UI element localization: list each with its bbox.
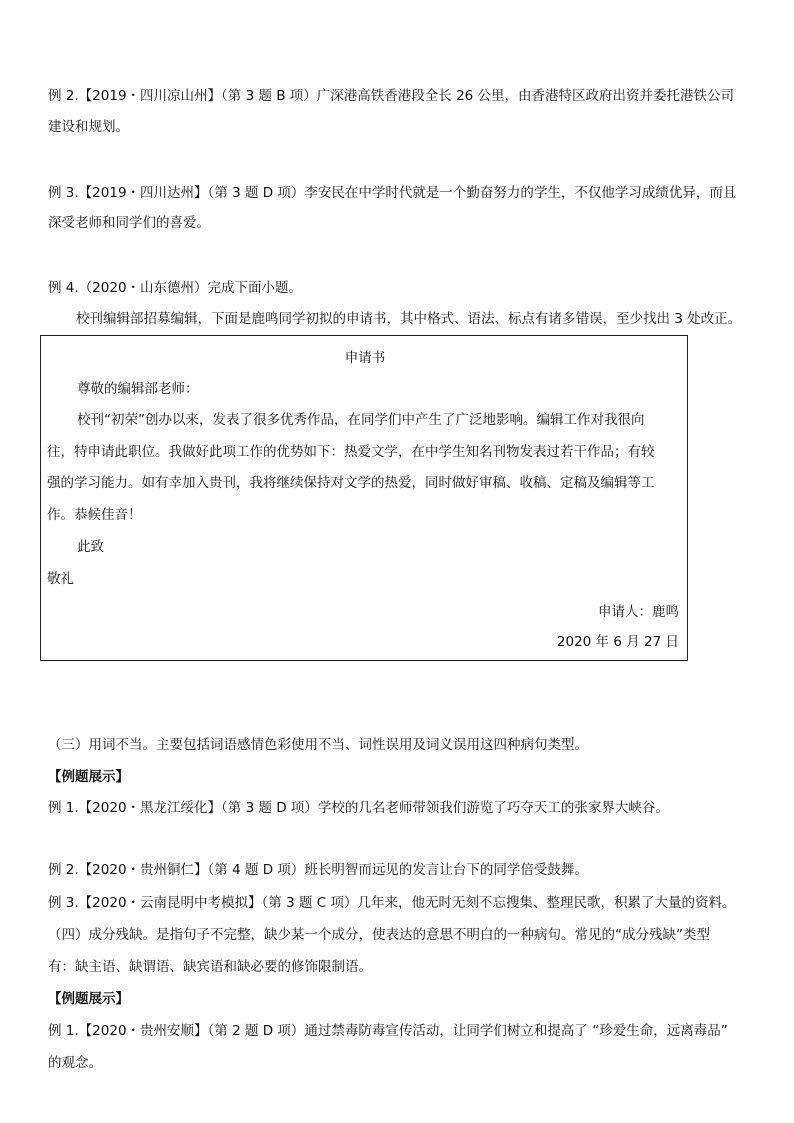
letter-body-line-4: 作。恭候佳音！ bbox=[47, 507, 142, 523]
example-4-instruction: 校刊编辑部招募编辑，下面是鹿鸣同学初拟的申请书，其中格式、语法、标点有诸多错误，至少找出 3 处改正。 bbox=[76, 311, 742, 327]
section-3-heading: （三）用词不当。主要包括词语感情色彩使用不当、词性误用及词义误用这四种病句类型。 bbox=[48, 737, 588, 753]
letter-closing-1: 此致 bbox=[77, 539, 104, 555]
section-4-heading-line-1: （四）成分残缺。是指句子不完整，缺少某一个成分，使表达的意思不明白的一种病句。常见的“成分残缺”类型 bbox=[48, 927, 710, 943]
letter-salutation: 尊敬的编辑部老师： bbox=[77, 381, 199, 397]
section-4-example-1-line-2: 的观念。 bbox=[48, 1055, 102, 1071]
example-2-line-2: 建设和规划。 bbox=[48, 119, 129, 135]
letter-body-line-3: 强的学习能力。如有幸加入贵刊，我将继续保持对文学的热爱，同时做好审稿、收稿、定稿及编辑等工 bbox=[47, 475, 655, 491]
section-4-heading-line-2: 有：缺主语、缺谓语、缺宾语和缺必要的修饰限制语。 bbox=[48, 959, 372, 975]
letter-date: 2020 年 6 月 27 日 bbox=[556, 634, 679, 650]
example-3-line-2: 深受老师和同学们的喜爱。 bbox=[48, 215, 210, 231]
section-3-example-2: 例 2.【2020・贵州铜仁】（第 4 题 D 项）班长明智而远见的发言让台下的同学倍受鼓舞。 bbox=[48, 862, 588, 878]
example-4-line-1: 例 4.（2020・山东德州）完成下面小题。 bbox=[48, 280, 303, 296]
letter-body-line-2: 往，特申请此职位。我做好此项工作的优势如下：热爱文学，在中学生知名刊物发表过若干作品；有较 bbox=[47, 444, 655, 460]
example-2-line-1: 例 2.【2019・四川凉山州】（第 3 题 B 项）广深港高铁香港段全长 26 公里，由香港特区政府出资并委托港铁公司 bbox=[48, 88, 735, 104]
letter-title: 申请书 bbox=[344, 350, 386, 366]
letter-signature: 申请人：鹿鸣 bbox=[598, 604, 679, 620]
application-letter-box bbox=[40, 335, 688, 661]
example-3-line-1: 例 3.【2019・四川达州】（第 3 题 D 项）李安民在中学时代就是一个勤奋努力的学生，不仅他学习成绩优异，而且 bbox=[48, 185, 737, 201]
section-3-example-1: 例 1.【2020・黑龙江绥化】（第 3 题 D 项）学校的几名老师带领我们游览了巧夺天工的张家界大峡谷。 bbox=[48, 800, 669, 816]
section-4-example-1-line-1: 例 1.【2020・贵州安顺】（第 2 题 D 项）通过禁毒防毒宣传活动，让同学们树立和提高了 “珍爱生命，远离毒品” bbox=[48, 1023, 728, 1039]
letter-closing-2: 敬礼 bbox=[47, 571, 74, 587]
letter-body-line-1: 校刊“初荣”创办以来，发表了很多优秀作品，在同学们中产生了广泛地影响。编辑工作对我很向 bbox=[77, 412, 645, 428]
section-3-example-label: 【例题展示】 bbox=[48, 769, 129, 785]
section-3-example-3: 例 3.【2020・云南昆明中考模拟】（第 3 题 C 项）几年来，他无时无刻不忘搜集、整理民歌，积累了大量的资料。 bbox=[48, 895, 736, 911]
section-4-example-label: 【例题展示】 bbox=[48, 991, 129, 1007]
